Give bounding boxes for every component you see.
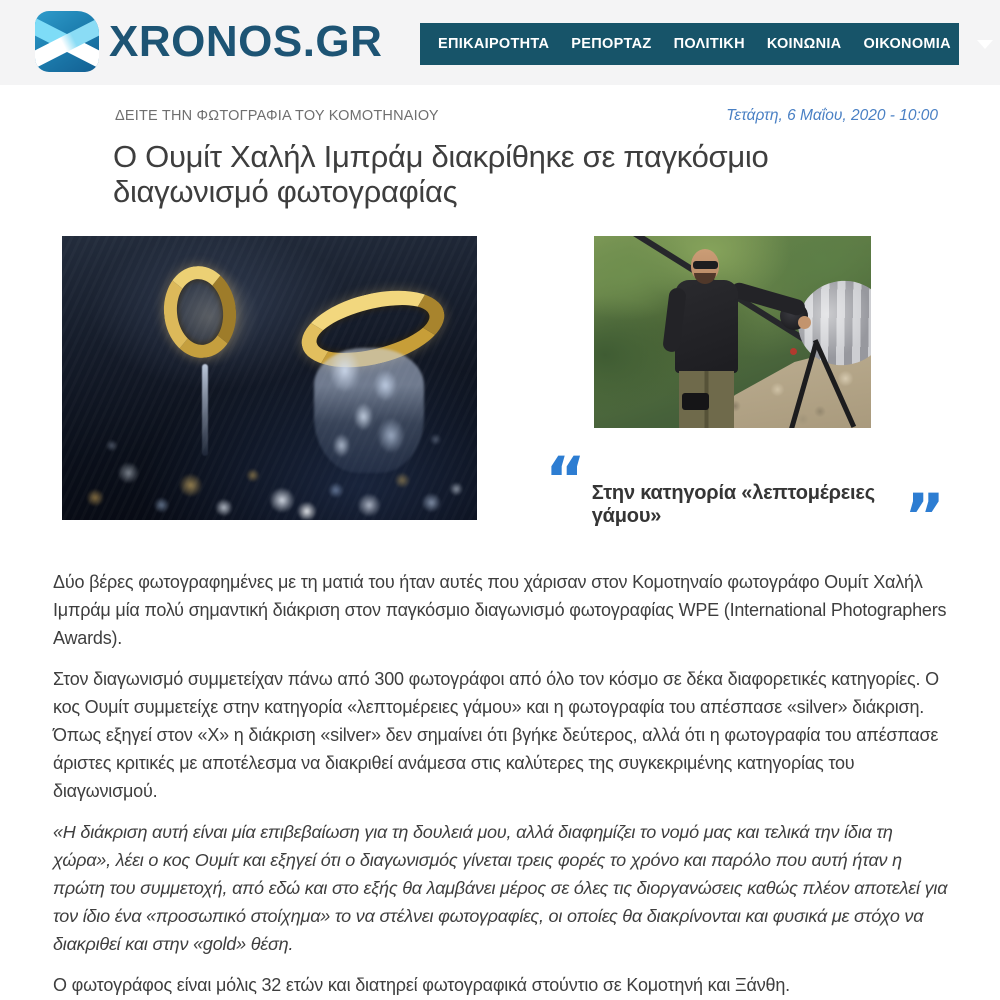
light-knob <box>790 348 797 355</box>
nav-item-politiki[interactable]: ΠΟΛΙΤΙΚΗ <box>673 36 745 52</box>
article-paragraph-quote: «Η διάκριση αυτή είναι μία επιβεβαίωση για τη δουλειά μου, αλλά διαφημίζει το νομό μας και τελικά την ίδια τη χώρα», λέει ο κος Ουμίτ και εξηγεί ότι ο διαγωνισμός γίνεται τρεις φορές το χρόνο και παρόλο που αυτή ήταν η πρώτη του συμμετοχή, από εδώ και στο εξής θα λαμβάνει μέρος σε όλες τις διοργανώσεις καθώς πλέον αποτελεί για τον ίδιο ένα «προσωπικό στοίχημα» το να στέλνει φωτογραφίες, οι οποίες θα διακρίνονται και φυσικά με στόχο να διακριθεί και στην «gold» θέση. <box>53 822 948 954</box>
article-paragraph: Δύο βέρες φωτογραφημένες με τη ματιά του ήταν αυτές που χάρισαν στον Κομοτηναίο φωτογράφο Ουμίτ Χαλήλ Ιμπράμ μία πολύ σημαντική διάκριση στον παγκόσμιο διαγωνισμό φωτογραφίας WPE (International Photographers Awards). <box>53 572 947 648</box>
site-header <box>0 0 1000 85</box>
photographer-hand <box>798 316 811 329</box>
article-date: Τετάρτη, 6 Μαΐου, 2020 - 10:00 <box>726 107 938 124</box>
photographer-photo <box>594 236 871 428</box>
article-meta-row <box>115 107 938 125</box>
article-paragraph: Ο φωτογράφος είναι μόλις 32 ετών και διατηρεί φωτογραφικά στούντιο σε Κομοτηνή και Ξάνθη. <box>53 975 790 995</box>
site-logo-text: XRONOS.GR <box>109 16 383 66</box>
nav-item-oikonomia[interactable]: ΟΙΚΟΝΟΜΙΑ <box>863 36 951 52</box>
main-nav <box>420 23 959 65</box>
camera-in-hand <box>682 393 709 410</box>
sunglasses <box>693 261 718 269</box>
right-column <box>545 236 945 553</box>
article-paragraph: Στον διαγωνισμό συμμετείχαν πάνω από 300 φωτογράφοι από όλο τον κόσμο σε δέκα διαφορετικές κατηγορίες. Ο κος Ουμίτ συμμετείχε στην κατηγορία «λεπτομέρειες γάμου» και η φωτογραφία του απέσπασε «silver» διάκριση. Όπως εξηγεί στον «Χ» η διάκριση «silver» δεν σημαίνει ότι βγήκε δεύτερος, αλλά ότι η φωτογραφία του απέσπασε άριστες κριτικές με αποτέλεσμα να διακριθεί ανάμεσα στις καλύτερες της συγκεκριμένης κατηγορίας του διαγωνισμού. <box>53 669 939 801</box>
nav-item-reportaz[interactable]: ΡΕΠΟΡΤΑΖ <box>571 36 652 52</box>
chevron-down-icon[interactable] <box>977 40 993 49</box>
pull-quote <box>545 443 945 553</box>
pull-quote-text: Στην κατηγορία «λεπτομέρειες γάμου» <box>591 482 875 527</box>
close-quote-icon: ” <box>904 480 945 553</box>
open-quote-icon: “ <box>545 443 586 516</box>
nav-item-epikairotita[interactable]: ΕΠΙΚΑΙΡΟΤΗΤΑ <box>438 36 550 52</box>
xronos-x-logo-icon <box>35 11 99 72</box>
article-body <box>53 568 948 999</box>
article-media-row <box>62 236 1000 553</box>
bokeh-lights <box>62 396 477 520</box>
wedding-rings-photo <box>62 236 477 520</box>
site-logo[interactable] <box>35 11 382 72</box>
article <box>0 107 1000 999</box>
nav-item-koinonia[interactable]: ΚΟΙΝΩΝΙΑ <box>766 36 842 52</box>
article-title: Ο Ουμίτ Χαλήλ Ιμπράμ διακρίθηκε σε παγκόσμιο διαγωνισμό φωτογραφίας <box>113 139 769 209</box>
article-kicker: ΔΕΙΤΕ ΤΗΝ ΦΩΤΟΓΡΑΦΙΑ ΤΟΥ ΚΟΜΟΤΗΝΑΙΟΥ <box>115 108 439 124</box>
